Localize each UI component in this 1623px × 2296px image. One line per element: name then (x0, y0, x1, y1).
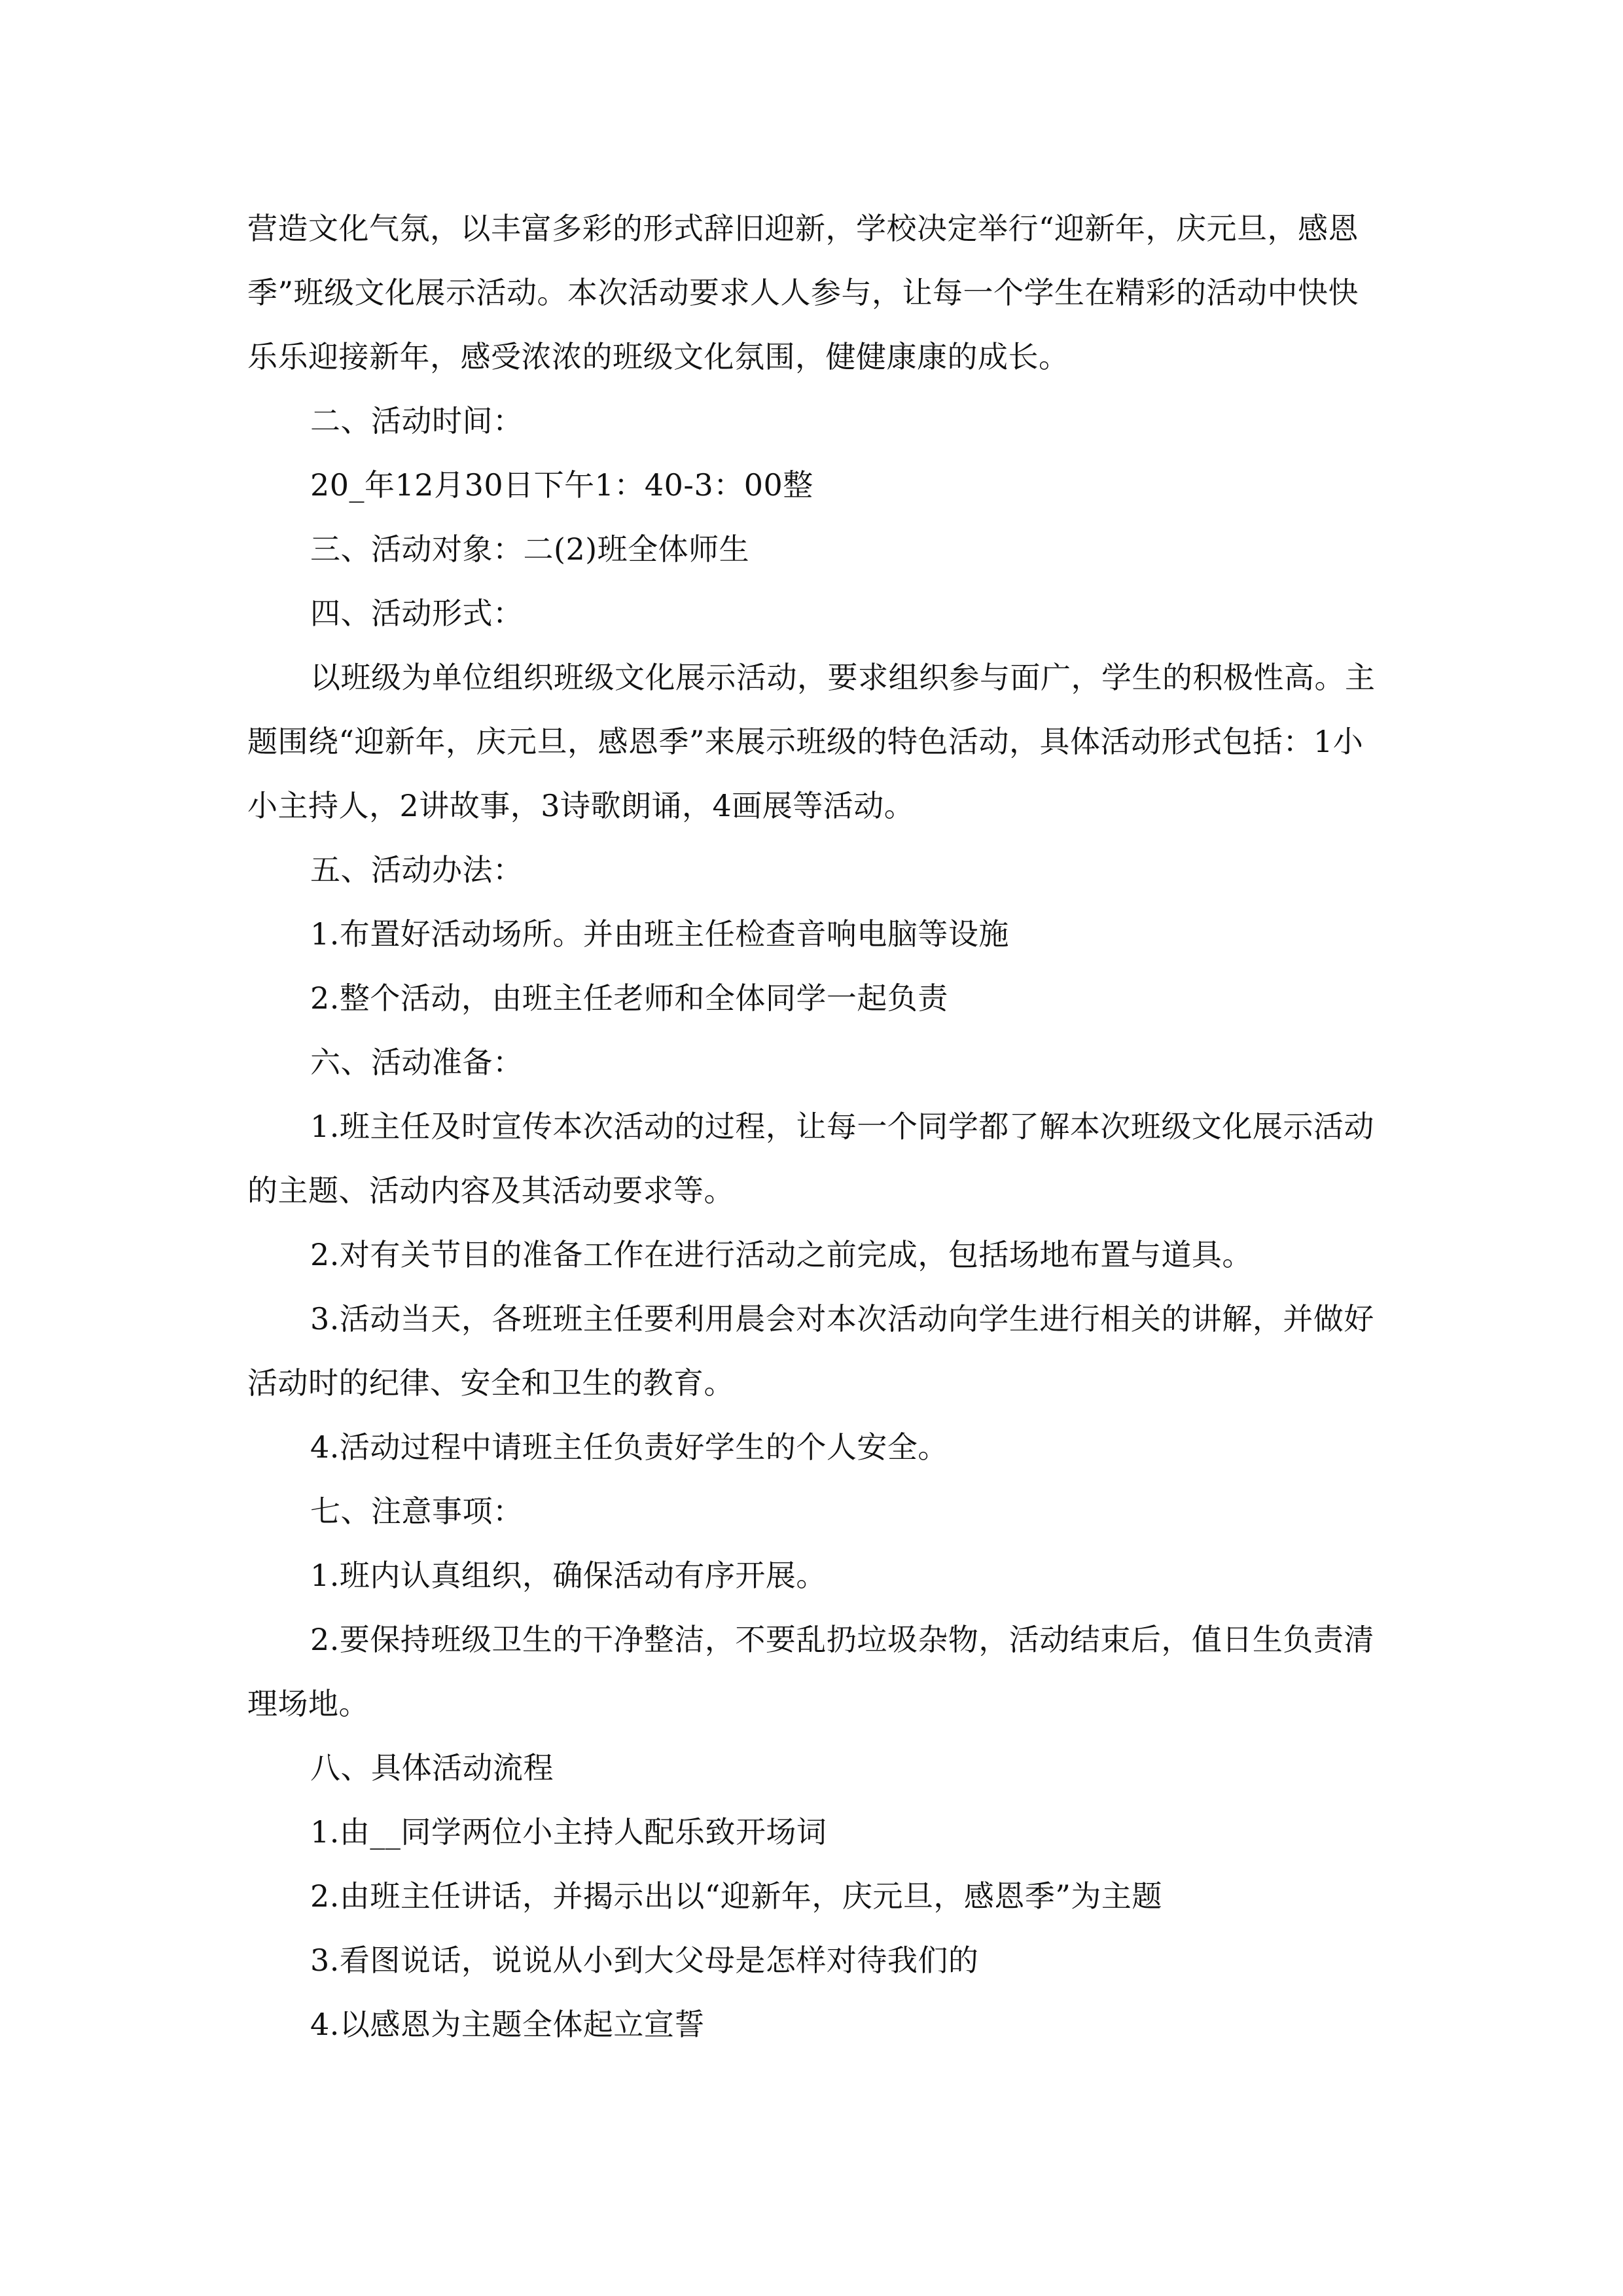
list-item-method-1: 1.布置好活动场所。并由班主任检查音响电脑等设施 (310, 916, 1009, 952)
list-item-flow-2: 2.由班主任讲话，并揭示出以“迎新年，庆元旦，感恩季”为主题 (310, 1878, 1162, 1914)
heading-activity-form: 四、活动形式： (310, 596, 524, 631)
heading-activity-preparation: 六、活动准备： (310, 1045, 524, 1080)
list-item-notes-1: 1.班内认真组织，确保活动有序开展。 (310, 1558, 827, 1593)
list-item-flow-4: 4.以感恩为主题全体起立宣誓 (310, 2007, 705, 2042)
heading-activity-method: 五、活动办法： (310, 852, 524, 888)
list-item-preparation-4: 4.活动过程中请班主任负责好学生的个人安全。 (310, 1429, 948, 1465)
list-item-notes-2: 2.要保持班级卫生的干净整洁，不要乱扔垃圾杂物，活动结束后，值日生负责清理场地。 (247, 1622, 1374, 1721)
heading-activity-flow: 八、具体活动流程 (310, 1750, 554, 1785)
heading-activity-target: 三、活动对象：二(2)班全体师生 (310, 531, 750, 567)
list-item-preparation-3: 3.活动当天，各班班主任要利用晨会对本次活动向学生进行相关的讲解，并做好活动时的纪律、安全和卫生的教育。 (247, 1301, 1374, 1401)
heading-notes: 七、注意事项： (310, 1494, 524, 1529)
list-item-preparation-1: 1.班主任及时宣传本次活动的过程，让每一个同学都了解本次班级文化展示活动的主题、活动内容及其活动要求等。 (247, 1109, 1374, 1208)
list-item-method-2: 2.整个活动，由班主任老师和全体同学一起负责 (310, 980, 948, 1016)
heading-activity-time: 二、活动时间： (310, 403, 524, 439)
activity-time-value: 20_年12月30日下午1：40-3：00整 (310, 467, 813, 503)
list-item-flow-1: 1.由__同学两位小主持人配乐致开场词 (310, 1814, 827, 1850)
document-body (247, 196, 1380, 2056)
paragraph-activity-form: 以班级为单位组织班级文化展示活动，要求组织参与面广，学生的积极性高。主题围绕“迎新年，庆元旦，感恩季”来展示班级的特色活动，具体活动形式包括：1小小主持人，2讲故事，3诗歌朗诵，4画展等活动。 (247, 660, 1376, 823)
list-item-preparation-2: 2.对有关节目的准备工作在进行活动之前完成，包括场地布置与道具。 (310, 1237, 1253, 1272)
list-item-flow-3: 3.看图说话，说说从小到大父母是怎样对待我们的 (310, 1943, 979, 1978)
paragraph-intro: 营造文化气氛，以丰富多彩的形式辞旧迎新，学校决定举行“迎新年，庆元旦，感恩季”班级文化展示活动。本次活动要求人人参与，让每一个学生在精彩的活动中快快乐乐迎接新年，感受浓浓的班级文化氛围，健健康康的成长。 (247, 211, 1359, 374)
